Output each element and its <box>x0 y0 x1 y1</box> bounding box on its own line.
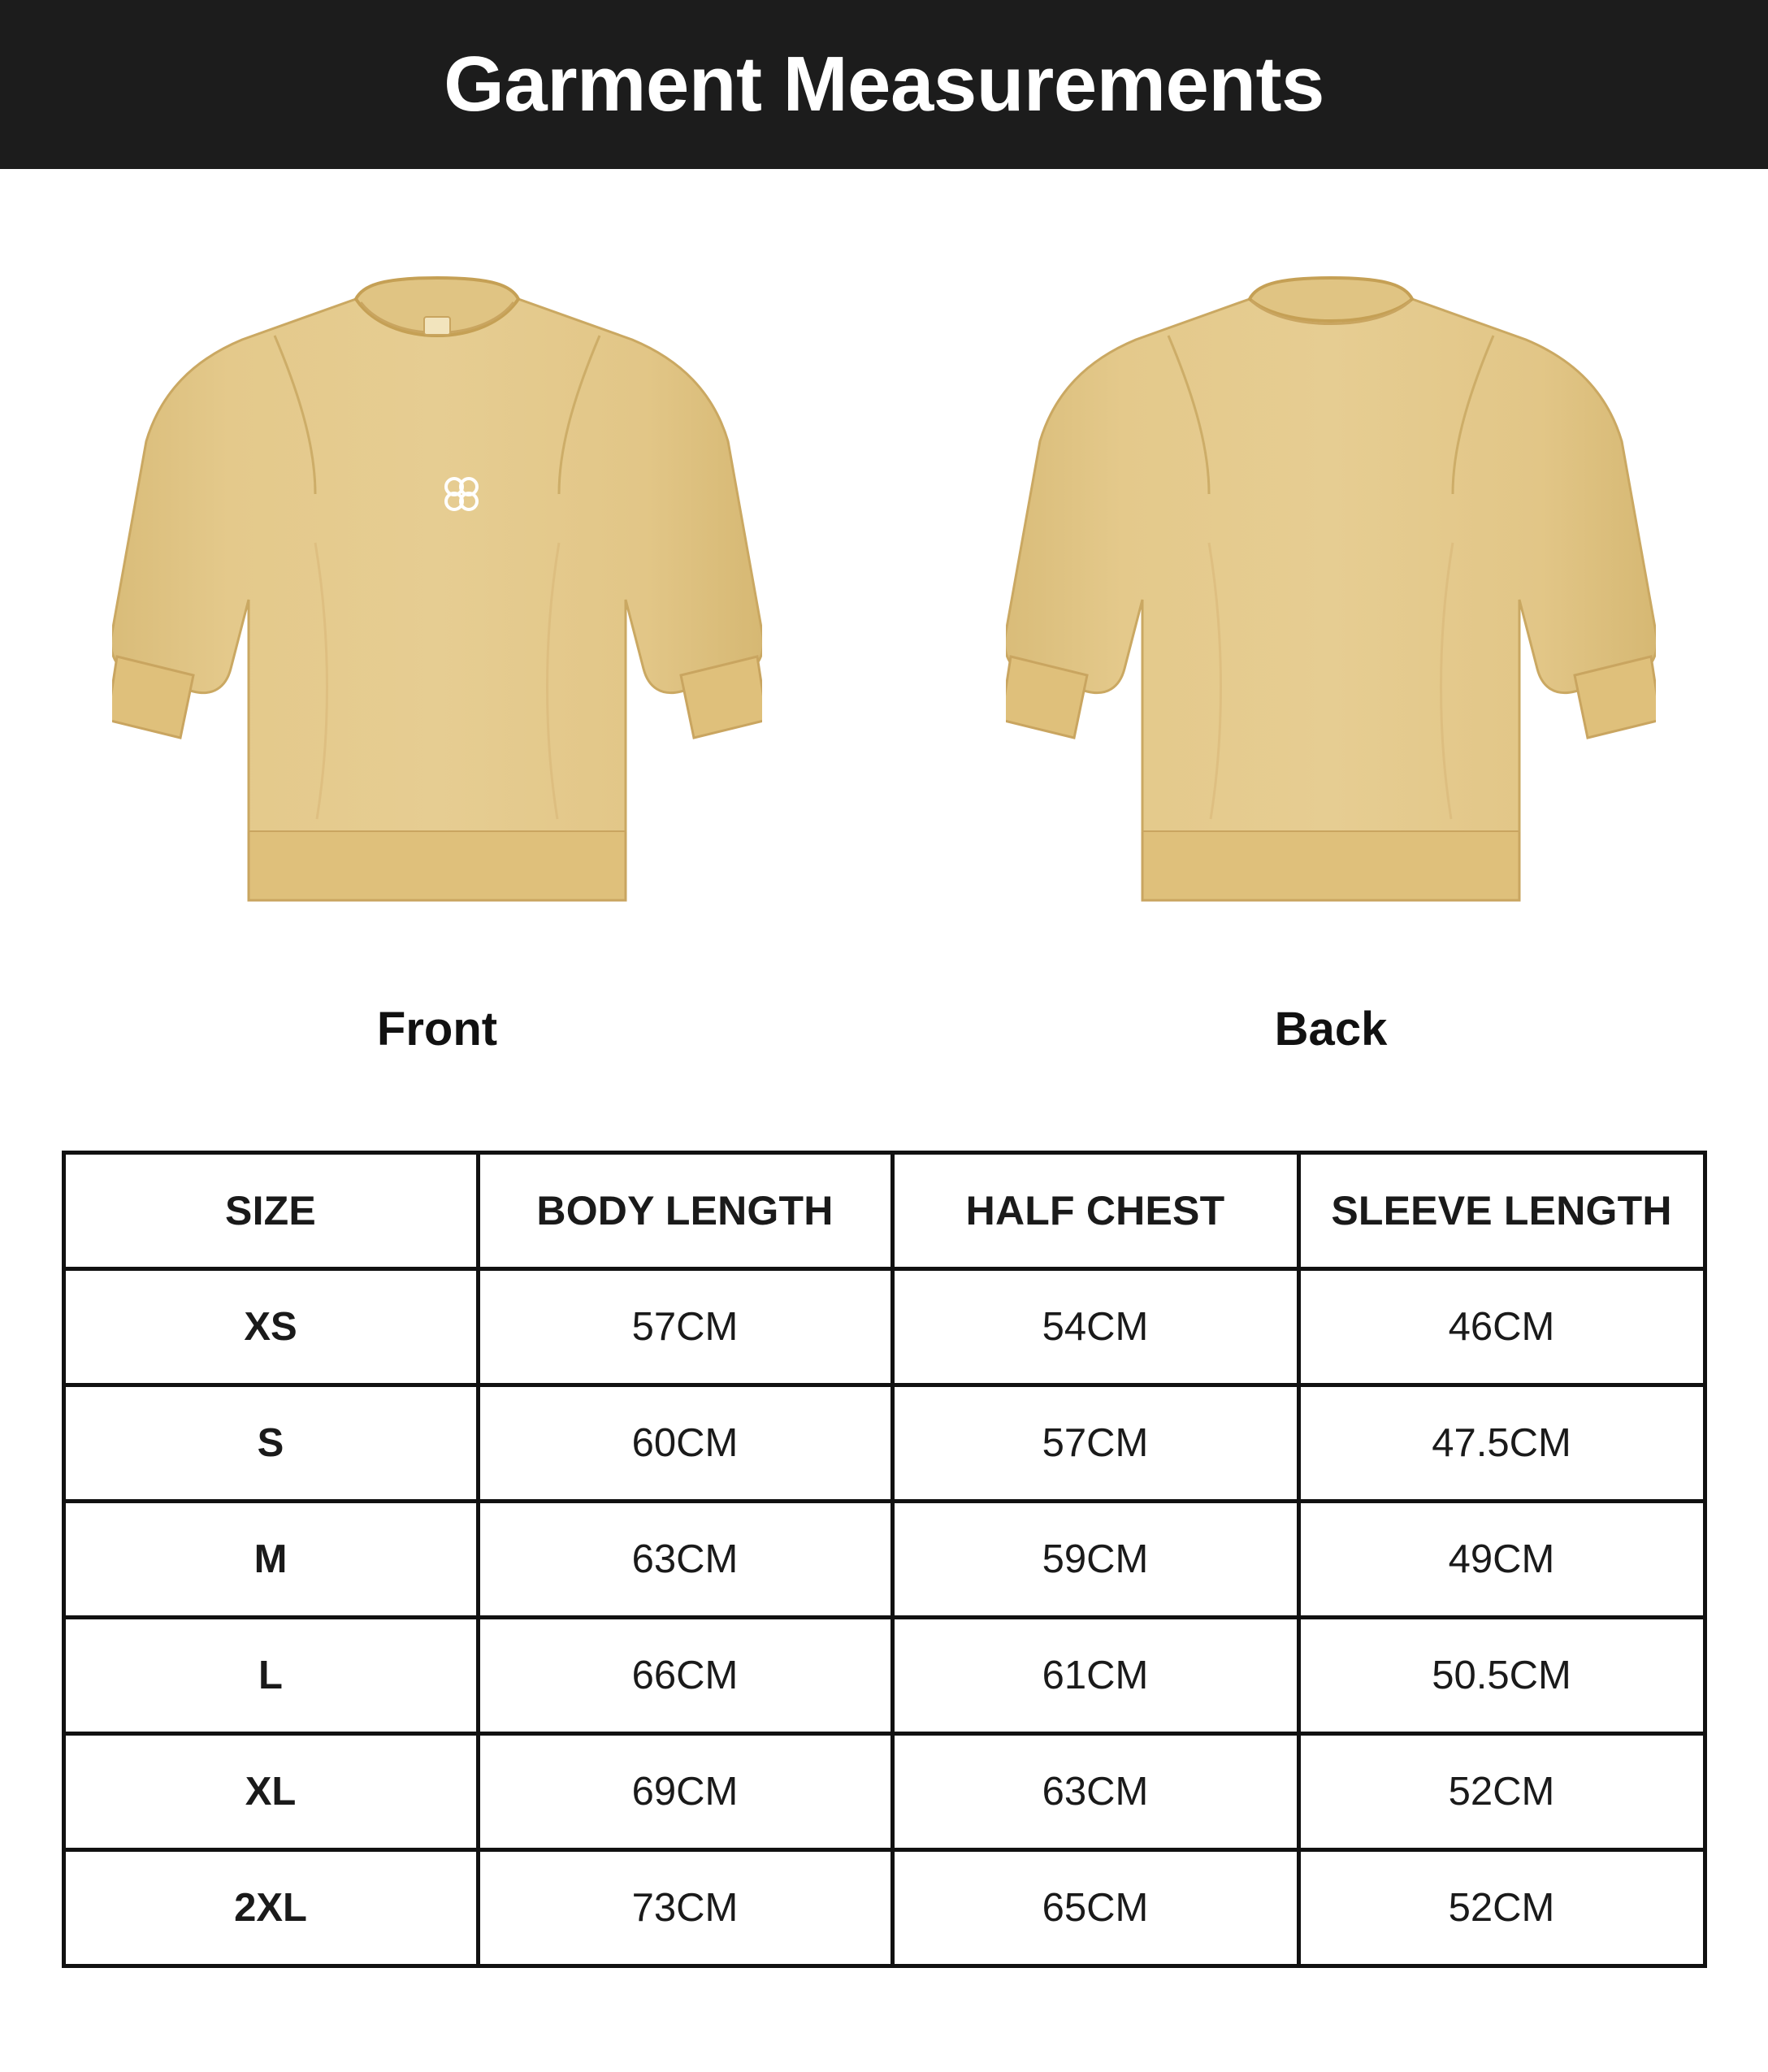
cell-body-length: 60CM <box>478 1385 892 1502</box>
cell-sleeve-length: 52CM <box>1298 1850 1705 1966</box>
table-row <box>63 1385 1705 1502</box>
cell-half-chest: 59CM <box>892 1502 1298 1618</box>
column-header-size: SIZE <box>63 1153 478 1269</box>
neck-label <box>424 317 450 335</box>
garment-front-image <box>112 250 762 1063</box>
cell-size: L <box>63 1618 478 1734</box>
page-title: Garment Measurements <box>444 41 1324 128</box>
table-row <box>63 1850 1705 1966</box>
table-row <box>63 1734 1705 1850</box>
cell-half-chest: 63CM <box>892 1734 1298 1850</box>
cell-size: M <box>63 1502 478 1618</box>
cell-body-length: 57CM <box>478 1269 892 1385</box>
table-header-row <box>63 1153 1705 1269</box>
cell-body-length: 69CM <box>478 1734 892 1850</box>
cell-size: S <box>63 1385 478 1502</box>
cell-body-length: 73CM <box>478 1850 892 1966</box>
garment-back <box>1006 250 1656 1056</box>
cell-sleeve-length: 50.5CM <box>1298 1618 1705 1734</box>
cell-half-chest: 65CM <box>892 1850 1298 1966</box>
cell-size: XS <box>63 1269 478 1385</box>
cell-sleeve-length: 47.5CM <box>1298 1385 1705 1502</box>
column-header-sleeve-length: SLEEVE LENGTH <box>1298 1153 1705 1269</box>
garment-back-caption: Back <box>1274 1003 1388 1056</box>
size-chart-section <box>0 1151 1768 1968</box>
garment-front <box>112 250 762 1056</box>
cell-half-chest: 61CM <box>892 1618 1298 1734</box>
cell-body-length: 66CM <box>478 1618 892 1734</box>
table-row <box>63 1618 1705 1734</box>
cell-size: XL <box>63 1734 478 1850</box>
cell-body-length: 63CM <box>478 1502 892 1618</box>
size-chart-table <box>62 1151 1707 1968</box>
cell-half-chest: 54CM <box>892 1269 1298 1385</box>
garment-front-caption: Front <box>376 1003 498 1056</box>
column-header-half-chest: HALF CHEST <box>892 1153 1298 1269</box>
garment-illustrations <box>0 169 1768 1136</box>
table-row <box>63 1502 1705 1618</box>
cell-sleeve-length: 46CM <box>1298 1269 1705 1385</box>
table-row <box>63 1269 1705 1385</box>
column-header-body-length: BODY LENGTH <box>478 1153 892 1269</box>
page-header <box>0 0 1768 169</box>
cell-sleeve-length: 49CM <box>1298 1502 1705 1618</box>
cell-sleeve-length: 52CM <box>1298 1734 1705 1850</box>
cell-half-chest: 57CM <box>892 1385 1298 1502</box>
cell-size: 2XL <box>63 1850 478 1966</box>
garment-back-image <box>1006 250 1656 1063</box>
